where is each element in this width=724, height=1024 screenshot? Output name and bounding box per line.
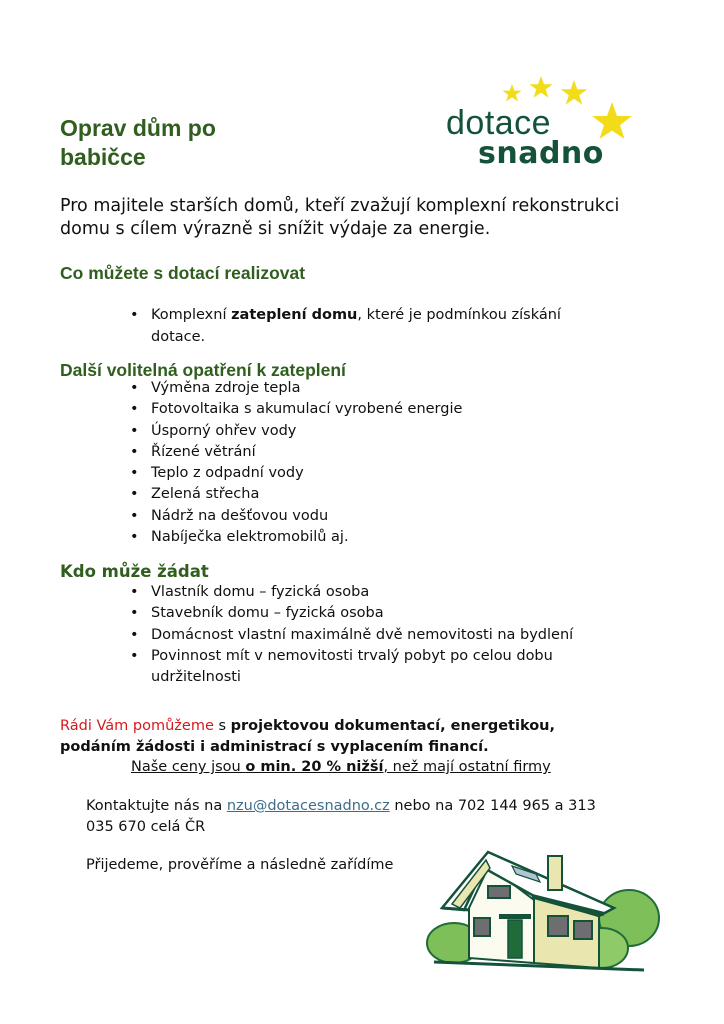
star-icon xyxy=(561,80,587,105)
title-line-2: babičce xyxy=(60,144,146,170)
logo-text-dotace: dotace xyxy=(446,104,552,142)
window-left xyxy=(474,918,490,936)
bullet-icon: • xyxy=(130,605,139,622)
house-illustration xyxy=(424,838,664,988)
list-item: • Zelená střecha xyxy=(128,484,462,505)
opatreni-list xyxy=(128,378,462,548)
list-item: • Domácnost vlastní maximálně dvě nemovitosti na bydlení xyxy=(128,625,608,646)
porch-roof xyxy=(499,914,531,919)
email-link[interactable]: nzu@dotacesnadno.cz xyxy=(226,798,390,814)
bullet-icon: • xyxy=(130,443,139,460)
help-paragraph: Rádi Vám pomůžeme s projektovou dokumentací, energetikou, podáním žádosti i administrací s vyplacením financí. xyxy=(60,718,555,755)
zadatele-list xyxy=(128,582,608,688)
window-side-1 xyxy=(548,916,568,936)
star-icon xyxy=(503,84,522,101)
contact-paragraph: Kontaktujte nás na nzu@dotacesnadno.cz nebo na 702 144 965 a 313 035 670 celá ČR xyxy=(86,798,596,835)
realizovat-list xyxy=(128,304,598,348)
section-heading-opatreni: Další volitelná opatření k zateplení xyxy=(60,360,346,380)
window-attic xyxy=(488,886,510,898)
star-icon xyxy=(529,76,552,98)
list-item: • Úsporný ohřev vody xyxy=(128,421,462,442)
bullet-icon: • xyxy=(130,465,139,482)
list-item: • Vlastník domu – fyzická osoba xyxy=(128,582,608,603)
bullet-icon: • xyxy=(130,529,139,546)
bullet-icon: • xyxy=(130,307,139,323)
list-item: • Výměna zdroje tepla xyxy=(128,378,462,399)
bullet-icon: • xyxy=(130,380,139,396)
prices-note: Naše ceny jsou o min. 20 % nižší, než mají ostatní firmy xyxy=(131,759,551,775)
bullet-icon: • xyxy=(130,401,139,418)
title-line-1: Oprav dům po xyxy=(60,115,216,141)
prices-discount: o min. 20 % nižší xyxy=(245,759,384,775)
list-item: • Řízené větrání xyxy=(128,442,462,463)
logo-text-snadno: snadno xyxy=(478,136,604,171)
highlight-zatepleni: zateplení domu xyxy=(231,307,358,323)
page-title xyxy=(60,114,216,172)
list-item: • Nádrž na dešťovou vodu xyxy=(128,506,462,527)
bullet-icon: • xyxy=(130,647,139,664)
list-item: • Teplo z odpadní vody xyxy=(128,463,462,484)
closing-text: Přijedeme, prověříme a následně zařídíme xyxy=(86,857,394,873)
section-heading-realizovat: Co můžete s dotací realizovat xyxy=(60,263,306,283)
section-heading-kdo-muze-zadat: Kdo může žádat xyxy=(60,562,209,581)
list-item: • Povinnost mít v nemovitosti trvalý pobyt po celou dobu udržitelnosti xyxy=(130,647,553,686)
list-item: • Fotovoltaika s akumulací vyrobené energie xyxy=(128,399,462,420)
list-item: • Stavebník domu – fyzická osoba xyxy=(128,603,608,624)
list-item: • Komplexní zateplení domu, které je podmínkou získání dotace. xyxy=(128,304,598,348)
bullet-icon: • xyxy=(130,422,139,439)
list-item: • Nabíječka elektromobilů aj. xyxy=(128,527,462,548)
bullet-icon: • xyxy=(130,486,139,503)
chimney xyxy=(548,856,562,890)
bullet-icon: • xyxy=(130,626,139,643)
star-icon xyxy=(592,102,632,139)
help-highlight: Rádi Vám pomůžeme xyxy=(60,718,214,734)
dotace-snadno-logo xyxy=(440,70,640,180)
door xyxy=(508,920,522,958)
window-side-2 xyxy=(574,921,592,939)
bullet-icon: • xyxy=(130,507,139,524)
bullet-icon: • xyxy=(130,584,139,600)
intro-text: Pro majitele starších domů, kteří zvažují komplexní rekonstrukci domu s cílem výrazně si snížit výdaje za energie. xyxy=(60,196,620,239)
